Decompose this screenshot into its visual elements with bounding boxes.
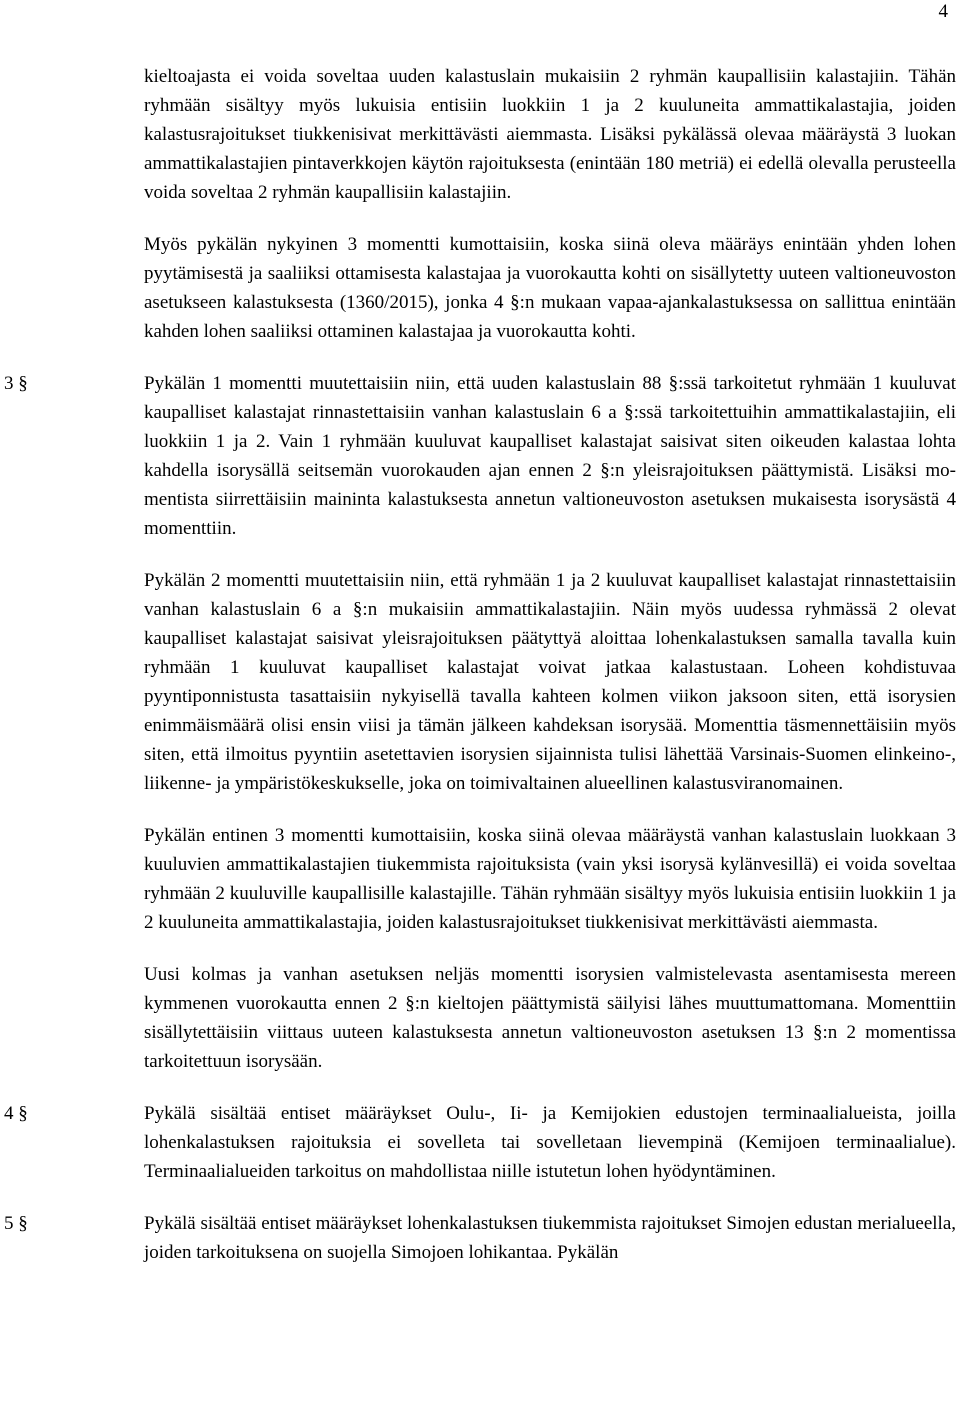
paragraph <box>0 62 960 207</box>
paragraph-text: Pykälä sisältää entiset määräykset lohenkalastuksen tiukemmista rajoitukset Simojen edustan merialueella, joiden tarkoituksena on suojella Simojoen lohikantaa. Pykälän <box>144 1213 956 1263</box>
section-number: 4 § <box>4 1103 28 1124</box>
paragraph-text: Myös pykälän nykyinen 3 momentti kumottaisiin, koska siinä oleva määräys enintään yhden lohen pyytämisestä ja saaliiksi ottamisesta kalastajaa ja vuorokautta kohti on sisällytetty uuteen valtioneuvoston asetukseen kalastuksesta (1360/2015), jonka 4 §:n mukaan vapaa-ajankalastuksessa on sallittua enintään kahden lohen saaliiksi ottaminen kalastajaa ja vuorokautta kohti. <box>144 234 956 342</box>
paragraph <box>0 821 960 937</box>
document-body <box>0 62 960 1290</box>
paragraph <box>0 566 960 798</box>
paragraph-text: Pykälän 2 momentti muutettaisiin niin, että ryhmään 1 ja 2 kuuluvat kaupalliset kalastajat rinnastettaisiin vanhan kalastuslain 6 a §:n mukaisiin ammattikalastajiin. Näin myös uudessa ryhmässä 2 olevat kaupalliset kalastajat saisivat yleisrajoituksen päätyttyä aloittaa lohenkalastuksen samalla tavalla kuin ryhmään 1 kuuluvat kaupalliset kalastajat voivat jatkaa kalastustaan. Loheen kohdistuvaa pyyntiponnistusta tasattaisiin nykyisellä tavalla kahteen kolmen viikon jaksoon siten, että isorysien enimmäismäärä olisi ensin viisi ja tämän jälkeen kahdeksan isorysää. Momenttia täsmennettäisiin myös siten, että ilmoitus pyyntiin asetettavien isorysien sijainnista tulisi lähettää Varsinais-Suomen elinkeino-, liikenne- ja ympäristökeskukselle, joka on toimivaltainen alueellinen kalastusviranomainen. <box>144 570 956 794</box>
paragraph-text: Uusi kolmas ja vanhan asetuksen neljäs momentti isorysien valmistelevasta asentamisesta mereen kymmenen vuorokautta ennen 2 §:n kieltojen päättymistä säilyisi lähes muuttumattomana. Momenttiin sisällytettäisiin viittaus uuteen kalastuksesta annetun valtioneuvoston asetuksen 13 §:n 2 momentissa tarkoitettuun isorysään. <box>144 964 956 1072</box>
page-number: 4 <box>938 1 948 22</box>
paragraph <box>0 1099 960 1186</box>
paragraph-text: kieltoajasta ei voida soveltaa uuden kalastuslain mukaisiin 2 ryhmän kaupallisiin kalastajiin. Tähän ryhmään sisältyy myös lukuisia entisiin luokkiin 1 ja 2 kuuluneita ammattikalastajia, joiden kalastusrajoitukset tiukkenisivat merkittävästi aiemmasta. Lisäksi pykälässä olevaa määräystä 3 luokan ammattikalastajien pintaverkkojen käytön rajoituksesta (enintään 180 metriä) ei edellä olevalla perusteella voida soveltaa 2 ryhmän kaupallisiin kalastajiin. <box>144 66 956 203</box>
paragraph <box>0 369 960 543</box>
paragraph <box>0 960 960 1076</box>
section-number: 3 § <box>4 373 28 394</box>
paragraph-text: Pykälän entinen 3 momentti kumottaisiin, koska siinä olevaa määräystä vanhan kalastuslain luokkaan 3 kuuluvien ammattikalastajien tiukemmista rajoituksista (vain yksi isorysä kylänvesillä) ei voida soveltaa ryhmään 2 kuuluville kaupallisille kalastajille. Tähän ryhmään sisältyy myös lukuisia entisiin luokkiin 1 ja 2 kuuluneita ammattikalastajia, joiden kalastusrajoitukset tiukkenisivat merkittävästi aiemmasta. <box>144 825 956 933</box>
section-number: 5 § <box>4 1213 28 1234</box>
paragraph-text: Pykälä sisältää entiset määräykset Oulu-, Ii- ja Kemijokien edustojen terminaalialueista, joilla lohenkalastuksen rajoituksia ei sovelleta tai sovelletaan lievempinä (Kemijoen terminaalialue). Terminaalialueiden tarkoitus on mahdollistaa niille istutetun lohen hyödyntäminen. <box>144 1103 956 1182</box>
paragraph <box>0 1209 960 1267</box>
paragraph <box>0 230 960 346</box>
paragraph-text: Pykälän 1 momentti muutettaisiin niin, että uuden kalastuslain 88 §:ssä tarkoitetut ryhmään 1 kuuluvat kaupalliset kalastajat rinnastettaisiin vanhan kalastuslain 6 a §:ssä tarkoitettuihin ammattikalastajiin, eli luokkiin 1 ja 2. Vain 1 ryhmään kuuluvat kaupalliset kalastajat saisivat siten oikeuden kalastaa lohta kahdella isorysällä seitsemän vuorokauden ajan ennen 2 §:n yleisrajoituksen päättymistä. Lisäksi momentista siirrettäisiin maininta kalastuksesta annetun valtioneuvoston asetuksen mukaisesta isorysästä 4 momenttiin. <box>144 373 956 539</box>
